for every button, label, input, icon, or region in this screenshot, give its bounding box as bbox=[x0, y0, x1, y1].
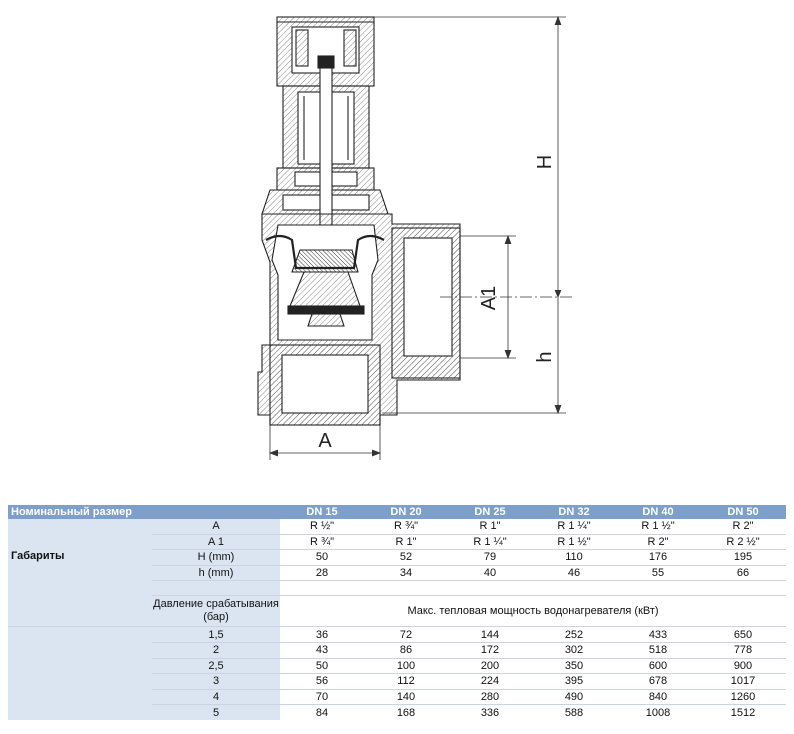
table-cell: 280 bbox=[448, 689, 532, 705]
size-header: DN 25 bbox=[448, 505, 532, 519]
table-header-row bbox=[8, 505, 786, 519]
spacer-cell bbox=[280, 581, 786, 596]
label-A1: A1 bbox=[478, 285, 500, 311]
table-cell: 678 bbox=[616, 674, 700, 690]
table-cell: 40 bbox=[448, 565, 532, 581]
table-cell: 172 bbox=[448, 642, 532, 658]
table-cell: 86 bbox=[364, 642, 448, 658]
table-cell: 1512 bbox=[700, 705, 786, 720]
table-cell: 168 bbox=[364, 705, 448, 720]
table-cell: 1260 bbox=[700, 689, 786, 705]
pressure-value: 2,5 bbox=[152, 658, 280, 674]
pressure-value: 5 bbox=[152, 705, 280, 720]
table-cell: R 1" bbox=[364, 534, 448, 550]
table-cell: 302 bbox=[532, 642, 616, 658]
pressure-header: Давление срабатывания (бар) bbox=[152, 596, 280, 627]
dim-label: H (mm) bbox=[152, 550, 280, 566]
table-cell: 72 bbox=[364, 627, 448, 643]
table-cell: 43 bbox=[280, 642, 364, 658]
table-cell: 433 bbox=[616, 627, 700, 643]
table-cell: R ¾" bbox=[393, 520, 419, 533]
table-cell: R ¾" bbox=[280, 534, 364, 550]
table-cell: 252 bbox=[532, 627, 616, 643]
size-header: DN 15 bbox=[280, 505, 364, 519]
table-cell: 1008 bbox=[616, 705, 700, 720]
table-cell: 100 bbox=[364, 658, 448, 674]
pressure-value: 1,5 bbox=[152, 627, 280, 643]
table-cell: 195 bbox=[700, 550, 786, 566]
table-cell: 70 bbox=[280, 689, 364, 705]
table-cell: 395 bbox=[532, 674, 616, 690]
power-header: Макс. тепловая мощность водонагревателя (кВт) bbox=[280, 596, 786, 627]
table-cell: 900 bbox=[700, 658, 786, 674]
table-cell: 336 bbox=[448, 705, 532, 720]
table-cell: 490 bbox=[532, 689, 616, 705]
table-cell: 1017 bbox=[700, 674, 786, 690]
spacer-cell bbox=[152, 581, 280, 596]
table-cell: 66 bbox=[700, 565, 786, 581]
table-cell: 224 bbox=[448, 674, 532, 690]
table-cell: 79 bbox=[448, 550, 532, 566]
table-cell: 650 bbox=[700, 627, 786, 643]
group-label-text: Габариты bbox=[11, 550, 65, 562]
pressure-value: 3 bbox=[152, 674, 280, 690]
table-cell: 84 bbox=[280, 705, 364, 720]
table-cell: 518 bbox=[616, 642, 700, 658]
table-cell: 350 bbox=[532, 658, 616, 674]
table-cell: R 1" bbox=[479, 520, 501, 533]
table-row bbox=[8, 519, 786, 534]
table-cell: 55 bbox=[616, 565, 700, 581]
table-cell: 36 bbox=[280, 627, 364, 643]
label-h: h bbox=[534, 351, 556, 363]
label-H: H bbox=[534, 154, 556, 170]
table-cell: 588 bbox=[532, 705, 616, 720]
label-A: A bbox=[318, 430, 332, 452]
table-cell: 28 bbox=[280, 565, 364, 581]
table-cell: R 1 ¼" bbox=[448, 534, 532, 550]
table-cell: 112 bbox=[364, 674, 448, 690]
table-cell: R 1 ½" bbox=[532, 534, 616, 550]
table-cell: 778 bbox=[700, 642, 786, 658]
table-cell: 46 bbox=[532, 565, 616, 581]
group-label bbox=[8, 519, 152, 627]
table-cell: R 2" bbox=[732, 520, 754, 533]
nominal-size-label: Номинальный размер bbox=[8, 505, 280, 519]
table-cell: R 2 ½" bbox=[700, 534, 786, 550]
size-header: DN 40 bbox=[616, 505, 700, 519]
table-cell: 34 bbox=[364, 565, 448, 581]
table-cell: 144 bbox=[448, 627, 532, 643]
table-cell: R ½" bbox=[309, 520, 335, 533]
group-label-blank bbox=[8, 627, 152, 720]
dim-label: A bbox=[152, 519, 280, 534]
table-cell: 140 bbox=[364, 689, 448, 705]
table-cell: 52 bbox=[364, 550, 448, 566]
table-cell: R 2" bbox=[616, 534, 700, 550]
table-cell: 50 bbox=[280, 658, 364, 674]
table-cell: 56 bbox=[280, 674, 364, 690]
size-header: DN 32 bbox=[532, 505, 616, 519]
pressure-value: 4 bbox=[152, 689, 280, 705]
dim-label: A 1 bbox=[152, 534, 280, 550]
table-row bbox=[8, 627, 786, 643]
table-cell: 600 bbox=[616, 658, 700, 674]
size-header: DN 20 bbox=[364, 505, 448, 519]
dim-label: h (mm) bbox=[152, 565, 280, 581]
table-cell: R 1 ¼" bbox=[557, 520, 591, 533]
table-cell: R 1 ½" bbox=[641, 520, 675, 533]
table-cell: 50 bbox=[280, 550, 364, 566]
pressure-value: 2 bbox=[152, 642, 280, 658]
table-cell: 840 bbox=[616, 689, 700, 705]
table-cell: 200 bbox=[448, 658, 532, 674]
spec-table bbox=[8, 505, 786, 720]
table-cell: 110 bbox=[532, 550, 616, 566]
valve-body bbox=[258, 17, 460, 425]
size-header: DN 50 bbox=[700, 505, 786, 519]
table-cell: 176 bbox=[616, 550, 700, 566]
